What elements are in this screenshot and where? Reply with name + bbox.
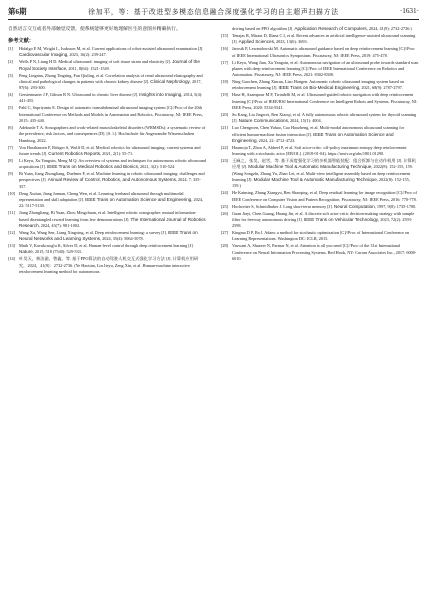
reference-segment: Peng Lingnan, Zhong Tingting, Fan Qiuling, et al. Correlation analysis of renal ultrasound elastography and clinical and pathological changes in patients with chronic kidney disease [J].: [19, 72, 203, 84]
reference-segment: , 2011, 8(64): 1521-1549.: [66, 65, 110, 71]
reference-number: [6]: [8, 125, 13, 130]
closing-paragraph: 自然语言交互或者外部触觉反馈，使系统能够更好地理解医生的意图并精确执行。: [8, 27, 181, 32]
reference-source: IEEE Trans on Medical Robotics and Bionics: [46, 164, 138, 170]
reference-item: [8, 59, 206, 72]
reference-source: IEEE Trans on Automation Science and Engineering: [232, 131, 394, 143]
reference-item: [221, 230, 419, 243]
reference-segment: , 2023, 72(2): 2593-2598.: [232, 216, 413, 229]
reference-number: [25]: [221, 203, 229, 209]
reference-item: [221, 92, 419, 111]
reference-text: [232, 243, 419, 262]
reference-item: [221, 26, 419, 32]
reference-text: [232, 158, 419, 189]
reference-source: Current Robotics Reports: [48, 150, 101, 156]
reference-segment: Gerstenmaier J F, Gibson R N. Ultrasound in chronic liver disease [J].: [19, 92, 140, 98]
left-column: [8, 26, 206, 276]
reference-segment: Tenajas R, Miraut D, Illana C I, et al. Recent advances in artificial intelligence-assisted ultrasound scanning [J].: [232, 32, 416, 45]
reference-segment: Jarosik P, Lewandowski M. Automatic ultrasound guidance based on deep reinforcement learning [C]//Proc of IEEE International Ultrasonics Symposium. Piscataway, NJ: IEEE Press, 2019: 475-478.: [232, 46, 415, 58]
reference-number: [1]: [8, 46, 13, 51]
reference-item: [8, 158, 206, 171]
reference-segment: , 2024, 41(9): 2732-2736.): [366, 26, 412, 31]
reference-number: [4]: [8, 92, 13, 98]
reference-segment: , 2024, 43(7): 981-1002.: [38, 222, 81, 228]
reference-segment: , 2024, 22: 5117-5130.: [19, 197, 204, 209]
reference-text: [232, 190, 419, 203]
reference-segment: , 2023, 13(6): 3693.: [273, 39, 308, 45]
reference-segment: , 2017, 87(6): 293-300.: [19, 78, 202, 91]
reference-segment: Li Keyu, Wang Jian, Xu Yangxin, et al. Autonomous navigation of an ultrasound probe towards standard scan planes with deep reinforcement learning [C]//Proc of IEEE International Conference on Robotics and Automation. Piscataway, NJ: IEEE Press, 2021: 8302-8308.: [232, 59, 419, 78]
reference-text: [232, 46, 419, 59]
reference-source: IEEE Trans on Bio-Medical Engineering: [278, 85, 360, 91]
reference-number: [13]: [8, 243, 16, 249]
reference-number: [12]: [8, 229, 16, 235]
reference-item: [8, 191, 206, 210]
reference-segment: , 2024, 22: 4712-4723.: [256, 137, 296, 143]
reference-item: [221, 33, 419, 46]
reference-number: [5]: [8, 105, 13, 111]
reference-text: [19, 243, 206, 256]
reference-text: [19, 105, 206, 124]
reference-item: [8, 243, 206, 256]
reference-text: [19, 59, 206, 72]
reference-item: [221, 190, 419, 203]
reference-number: [26]: [221, 210, 229, 216]
reference-text: [232, 112, 419, 125]
right-column: [221, 26, 419, 263]
reference-segment: Vaswani A, Shazeer N, Parmar N, et al. Attention is all you need [C]//Proc of the 31st International Conference on Neural Information Processing Systems. Red Hook, NY: Curran Associates Inc., 2017: 6000-6010.: [232, 243, 417, 262]
reference-segment: , 2024, 15(1): 4004.: [287, 118, 322, 124]
reference-segment: , 2015, 518 (7540): 529-533.: [32, 249, 82, 255]
reference-segment: Bi Yuan, Jiang Zhongliang, Duelmer F, et al. Machine learning in robotic ultrasound imaging: challenges and perspectives [J].: [19, 171, 205, 183]
reference-number: [221, 26, 232, 32]
reference-segment: , 2024, 7: 335-357.: [19, 177, 201, 189]
reference-segment: He Kaiming, Zhang Xiangyu, Ren Shaoqing, et al. Deep residual learning for image recognition [C]//Proc of IEEE Conference on Computer Vision and Pattern Recognition. Piscataway, NJ: IEEE Press, 2016: 770-778.: [232, 190, 417, 202]
reference-number: [15]: [221, 32, 229, 38]
reference-number: [2]: [8, 59, 13, 65]
reference-segment: , 1997, 9(8): 1735-1780.: [374, 203, 417, 209]
reference-segment: , 2024, 35(4): 5064-5078.: [99, 236, 144, 242]
reference-number: [20]: [221, 111, 229, 117]
reference-number: [11]: [8, 210, 15, 216]
reference-source: Modular Machine Tool & Automatic Manufacturing Technique: [253, 177, 377, 183]
reference-source: IEEE Trans on Neural Networks and Learning Systems: [19, 229, 198, 242]
reference-item: [8, 92, 206, 105]
reference-segment: Ning Guochen, Zhang Xinran, Liao Hongen. Autonomic robotic ultrasound imaging system based on reinforcement learning [J].: [232, 79, 405, 91]
reference-item: [221, 79, 419, 92]
reference-source: IEEE Trans on Vehicular Technology: [303, 216, 379, 222]
reference-number: [3]: [8, 72, 13, 78]
reference-text: [19, 145, 206, 158]
reference-text: [232, 204, 419, 210]
reference-segment: , 2021, 3(2): 510-524.: [137, 164, 176, 170]
reference-number: [9]: [8, 171, 13, 177]
reference-text: [232, 60, 419, 79]
reference-item: [8, 73, 206, 92]
reference-number: [16]: [221, 46, 229, 52]
reference-item: [221, 145, 419, 158]
reference-number: [21]: [221, 125, 229, 131]
reference-text: [232, 145, 419, 158]
reference-list-continued: [221, 26, 419, 262]
reference-source: Clinical Nephrology: [150, 78, 190, 84]
reference-number: [7]: [8, 144, 13, 150]
reference-item: [8, 105, 206, 124]
reference-source: Applied Sciences: [238, 39, 274, 45]
reference-text: [19, 73, 206, 92]
reference-segment: , 2014, 5(4): 441-455.: [19, 92, 203, 104]
reference-text: [19, 256, 206, 275]
reference-text: [232, 92, 419, 111]
reference-item: [221, 158, 419, 189]
reference-item: [8, 210, 206, 229]
reference-item: [8, 256, 206, 275]
reference-text: [19, 210, 206, 229]
reference-segment: , 2022(8): 152-155, 159.): [232, 177, 410, 189]
page-header: [8, 4, 419, 18]
reference-segment: 王麻之，张昊，赵雪，等. 基于深度强化学习的多机器智能装配：组合拆卸与在动作机用 [J]. 计算机应用 [J].: [232, 158, 417, 170]
reference-segment: , 2021, 68(9): 2787-2797.: [359, 85, 403, 91]
reference-list: [8, 46, 206, 275]
reference-source: Application Research of Computers: [294, 26, 367, 31]
reference-text: [19, 230, 206, 243]
reference-text: [19, 92, 206, 105]
reference-number: [23]: [221, 158, 229, 164]
reference-item: [8, 145, 206, 158]
reference-item: [8, 46, 206, 59]
reference-source: Neural Computation: [333, 203, 375, 209]
reference-number: [8]: [8, 157, 13, 163]
running-title: 徐加平，等：基于改进型多模态信息融合深度强化学习的自主超声扫描方法: [88, 9, 339, 16]
reference-segment: Luo Chengwen, Chen Yuhao, Cao Haozheng, et al. Multi-modal autonomous ultrasound scanning for efficient human-machine fusion interaction [J].: [232, 125, 405, 137]
reference-number: [24]: [221, 190, 229, 196]
reference-source: Nature Communications: [238, 118, 288, 124]
reference-item: [221, 125, 419, 144]
reference-number: [28]: [221, 243, 229, 249]
reference-segment: Kingma D P, Ba J. Adam: a method for stochastic optimization [C]//Proc of International Conference on Learning Representations. Washington DC: ICLR, 2015.: [232, 230, 410, 242]
reference-number: [22]: [221, 144, 229, 150]
reference-number: [18]: [221, 79, 229, 85]
reference-segment: Wells P N, Liang H D. Medical ultrasound: imaging of soft tissue strain and elasticity [J].: [19, 59, 173, 65]
reference-segment: Pahl C, Supriyanto E. Design of automatic transabdominal ultrasound imaging system [C]//Proc of the 20th International Conference on Methods and Models in Automation and Robotics. Piscataway, NJ: IEEE Press, 2015: 435-440.: [19, 105, 203, 124]
reference-text: [232, 211, 419, 230]
issue-number: 第6期: [8, 6, 27, 16]
reference-segment: Deng Xutian, Jiang Junnan, Cheng Wen, et al. Learning freehand ultrasound through multimodal representation and skill adaptation [J].: [19, 190, 184, 203]
reference-segment: , 2023, 16(2): 239-247.: [67, 52, 107, 58]
page-number: ·1631·: [399, 7, 419, 15]
reference-text: [232, 79, 419, 92]
reference-number: [10]: [8, 190, 16, 196]
reference-segment: Hase H, Azampour M F, Tirindelli M, et al. Ultrasound-guided robotic navigation with deep reinforcement learning [C]//Proc of IEEE/RSJ International Conference on Intelligent Robots and Systems. Piscataway, NJ: IEEE Press, 2020: 5534-5541.: [232, 92, 418, 110]
reference-segment: Jiang Zhongliang, Bi Yuan, Zhou Mingchuan, et al. Intelligent robotic sonographer: mutual information-based disentangled reward learning from few demonstrations [J].: [19, 210, 197, 222]
reference-segment: Guan Jiayi, Chen Guang, Huang Jin, et al. A discrete soft actor-critic decision-making strategy with sample filter for freeway autonomous driving [J].: [232, 210, 415, 222]
reference-segment: Adekunle T A. Sonographers and work-related musculoskeletal disorders (WRMSDs): a systematic review of the prevalence, risk factors, and consequences [D]. [S. l.]: Hochschule für Angewandte Wissenschaften Hamburg, 2022.: [19, 125, 206, 143]
reference-segment: Li Keyu, Xu Yangxin, Meng M Q. An overview of systems and techniques for autonomous robotic ultrasound acquisitions [J].: [19, 157, 206, 170]
reference-text: [232, 230, 419, 243]
reference-number: [17]: [221, 59, 229, 65]
reference-segment: Haarnoja T, Zhou A, Abbeel P, et al. Soft actor-critic: off-policy maximum entropy deep reinforcement learning with a stochastic actor [EB/OL]. (2018-01-04). https://arxiv.org/abs/1801.01290.: [232, 144, 407, 157]
reference-source: Modular Machine Tool & Automatic Manufacturing Technique: [248, 164, 372, 170]
reference-source: Insights into Imaging: [139, 92, 182, 98]
reference-segment: driving based on PPO algorithm [J].: [232, 26, 295, 31]
reference-segment: Mnih V, Kavukcuoglu K, Silver D, et al. Human-level control through deep reinforcement learning [J].: [19, 243, 194, 249]
reference-item: [8, 230, 206, 243]
reference-item: [8, 171, 206, 190]
reference-item: [221, 243, 419, 262]
reference-text: [19, 191, 206, 210]
reference-item: [221, 46, 419, 59]
reference-segment: Wang Xu, Wang Sen, Liang Xingxing, et al. Deep reinforcement learning: a survey [J].: [19, 229, 169, 235]
reference-text: [19, 125, 206, 144]
reference-source: Annual Review of Control, Robotics, and Autonomous Systems: [47, 177, 176, 183]
reference-source: Nature: [19, 249, 33, 255]
reference-item: [8, 125, 206, 144]
reference-segment: 叶昊天，林洁渝，曾鑫，等. 基于PPO算法的自动驾驶人机交互式强化学习方法 [J]. 计算机应用研究，2024，41(9)：2732-2736. (Ye Haotian, Lin Jieyu, Zeng Xin, et al. Human-machine interactive reinforcement learning method for autonomous: [19, 256, 199, 275]
reference-item: [221, 60, 419, 79]
reference-number: [27]: [221, 230, 229, 236]
reference-number: [19]: [221, 92, 229, 98]
reference-segment: Hidalgo E M, Wright L, Isaksson M, et al. Current applications of robot-assisted ultrasound examination [J].: [19, 46, 204, 51]
reference-text: [232, 125, 419, 144]
reference-segment: Hochreiter S, Schmidhuber J. Long short-term memory [J].: [232, 203, 334, 209]
reference-item: [221, 112, 419, 125]
reference-text: [232, 26, 419, 32]
reference-segment: Su Kang, Liu Jingwei, Ren Xiaoqi, et al. A fully autonomous robotic ultrasound system for thyroid scanning [J].: [232, 111, 417, 124]
reference-text: [19, 171, 206, 190]
reference-source: IEEE Trans on Automation Science and Engineering: [85, 197, 192, 203]
reference-source: The International Journal of Robotics Research: [19, 216, 206, 228]
reference-source: Cardiovascular Imaging: [19, 52, 68, 58]
reference-segment: Von Haxthausen F, Böttger S, Wulff D, et al. Medical robotics for ultrasound imaging: current systems and future trends [J].: [19, 144, 201, 156]
reference-segment: , 2022(8): 152-155, 159. (Wang Songzhi, Zhang Yu, Zhao Lei, et al. Multi-view intelligent assembly based on deep reinforcement learning [J].: [232, 164, 413, 183]
reference-source: Journal of the Royal Society Interface: [19, 59, 200, 71]
reference-text: [232, 33, 419, 46]
reference-number: [14]: [8, 256, 16, 262]
header-divider: [8, 19, 419, 20]
reference-text: [19, 46, 206, 59]
reference-text: [19, 158, 206, 171]
reference-item: [221, 204, 419, 210]
references-heading: 参考文献：: [8, 38, 34, 44]
reference-item: [221, 211, 419, 230]
reference-segment: , 2021, 2(1): 55-71.: [100, 150, 134, 156]
